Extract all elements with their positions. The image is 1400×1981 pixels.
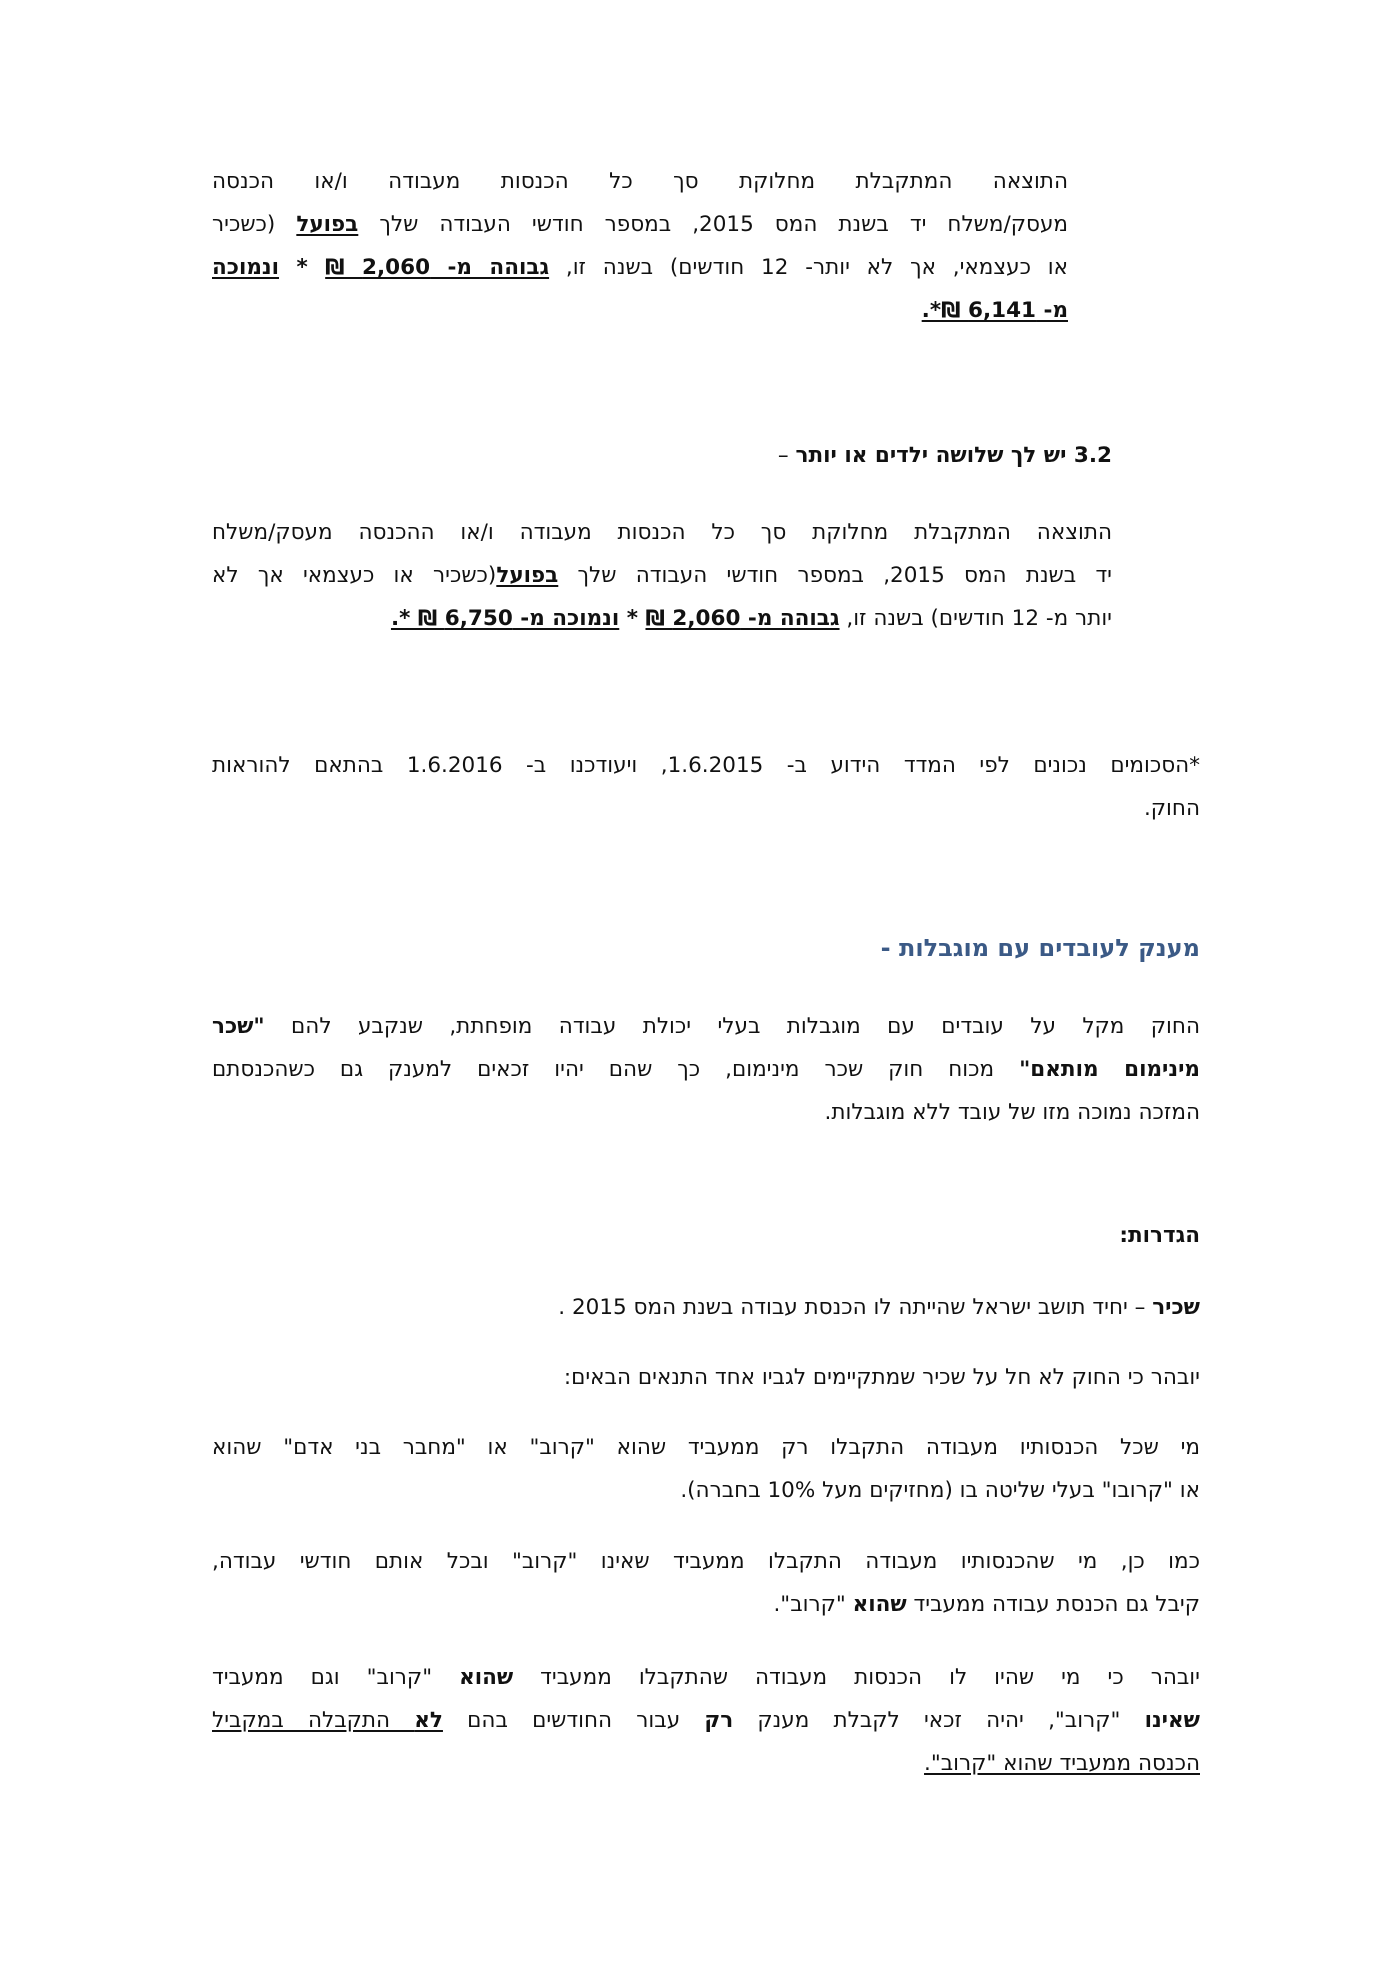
text-segment: "קרוב". xyxy=(773,1592,853,1617)
text-segment: או כעצמאי, אך לא יותר- 12 חודשים) בשנה זו, xyxy=(549,255,1068,280)
text-segment: "קרוב" וגם ממעביד xyxy=(212,1665,460,1690)
text-line xyxy=(212,1656,1200,1699)
emphasis-upper-limit: מ- 6,141 ₪*. xyxy=(921,298,1068,323)
text-line: *הסכומים נכונים לפי המדד הידוע ב- 1.6.2015, ויעודכנו ב- 1.6.2016 בהתאם להוראות xyxy=(212,753,1200,778)
text-line xyxy=(212,1005,1200,1048)
text-line xyxy=(212,203,1068,246)
definition-employee xyxy=(212,1286,1200,1329)
condition-mixed-employers xyxy=(212,1540,1200,1626)
text-segment: קיבל גם הכנסת עבודה ממעביד xyxy=(906,1592,1200,1617)
clarification-partial-grant xyxy=(212,1656,1200,1785)
text-line: כמו כן, מי שהכנסותיו מעבודה התקבלו ממעביד שאינו "קרוב" ובכל אותם חודשי עבודה, xyxy=(212,1549,1200,1574)
text-segment: * xyxy=(619,606,646,631)
text-line xyxy=(212,1048,1200,1091)
emphasis-adjusted-wage: "שכר xyxy=(212,1014,265,1039)
text-line xyxy=(212,1583,1200,1626)
text-line xyxy=(212,554,1112,597)
text-line: המזכה נמוכה מזו של עובד ללא מוגבלות. xyxy=(824,1100,1200,1125)
text-line: יובהר כי החוק לא חל על שכיר שמתקיימים לגביו אחד התנאים הבאים: xyxy=(563,1365,1200,1390)
text-line xyxy=(212,1699,1200,1742)
emphasis-is: שהוא xyxy=(852,1592,907,1617)
emphasis-lower-than: ונמוכה xyxy=(212,255,280,280)
emphasis-adjusted-wage: מינימום מותאם" xyxy=(1019,1057,1200,1082)
paragraph-disabled-workers xyxy=(212,1005,1200,1134)
text-line: או "קרובו" בעלי שליטה בו (מחזיקים מעל 10% בחברה). xyxy=(680,1478,1200,1503)
definitions-heading: הגדרות: xyxy=(1119,1223,1200,1248)
text-segment: התקבלה במקביל xyxy=(212,1708,415,1733)
emphasis-higher-than: גבוהה מ- 2,060 ₪ xyxy=(645,606,840,631)
text-segment: החוק מקל על עובדים עם מוגבלות בעלי יכולת עבודה מופחתת, שנקבע להם xyxy=(264,1014,1200,1039)
text-segment: (כשכיר או כעצמאי אך לא xyxy=(212,563,497,588)
term-employee: שכיר xyxy=(1152,1295,1200,1320)
emphasis-is: שהוא xyxy=(459,1665,514,1690)
text-line: התוצאה המתקבלת מחלוקת סך כל הכנסות מעבודה ו/או הכנסה xyxy=(212,169,1068,194)
text-segment: יובהר כי מי שהיו לו הכנסות מעבודה שהתקבלו ממעביד xyxy=(513,1665,1200,1690)
emphasis-higher-than: גבוהה מ- 2,060 ₪ xyxy=(325,255,550,280)
paragraph-income-range-3-2 xyxy=(212,511,1112,640)
footnote-index-note xyxy=(212,744,1200,830)
text-segment: מכוח חוק שכר מינימום, כך שהם יהיו זכאים למענק גם כשהכנסתם xyxy=(212,1057,1020,1082)
heading-dash: – xyxy=(777,443,796,468)
emphasis-actual: בפועל xyxy=(296,212,359,237)
text-segment: "קרוב", יהיה זכאי לקבלת מענק xyxy=(733,1708,1145,1733)
underlined-text: הכנסה ממעביד שהוא "קרוב". xyxy=(924,1751,1200,1776)
text-line xyxy=(212,1742,1200,1785)
text-segment: – יחיד תושב ישראל שהייתה לו הכנסת עבודה בשנת המס 2015 . xyxy=(558,1295,1153,1320)
text-segment: (כשכיר xyxy=(212,212,297,237)
section-3-2-heading xyxy=(778,443,1112,468)
emphasis-lower-than: ונמוכה מ- 6,750 ₪ *. xyxy=(390,606,620,631)
clarification-conditions xyxy=(212,1356,1200,1399)
text-line xyxy=(212,597,1112,640)
emphasis-not: לא xyxy=(414,1708,443,1733)
text-line: התוצאה המתקבלת מחלוקת סך כל הכנסות מעבודה ו/או ההכנסה מעסק/משלח xyxy=(212,520,1112,545)
section-title-disabled-workers: מענק לעובדים עם מוגבלות - xyxy=(880,934,1200,962)
text-segment: מעסק/משלח יד בשנת המס 2015, במספר חודשי העבודה שלך xyxy=(358,212,1069,237)
emphasis-is-not: שאינו xyxy=(1144,1708,1200,1733)
text-segment: יותר מ- 12 חודשים) בשנה זו, xyxy=(839,606,1112,631)
emphasis-only: רק xyxy=(704,1708,734,1733)
text-segment: * xyxy=(279,255,326,280)
text-line xyxy=(212,289,1068,332)
emphasis-actual: בפועל xyxy=(496,563,559,588)
text-segment: יד בשנת המס 2015, במספר חודשי העבודה שלך xyxy=(558,563,1112,588)
text-line: מי שכל הכנסותיו מעבודה התקבלו רק ממעביד שהוא "קרוב" או "מחבר בני אדם" שהוא xyxy=(212,1435,1200,1460)
text-line xyxy=(212,246,1068,289)
paragraph-income-range-1 xyxy=(212,160,1068,332)
heading-text: 3.2 יש לך שלושה ילדים או יותר xyxy=(795,443,1112,468)
text-line: החוק. xyxy=(1143,796,1200,821)
text-segment: עבור החודשים בהם xyxy=(442,1708,705,1733)
condition-relative-employer xyxy=(212,1426,1200,1512)
text-line xyxy=(212,1286,1200,1329)
